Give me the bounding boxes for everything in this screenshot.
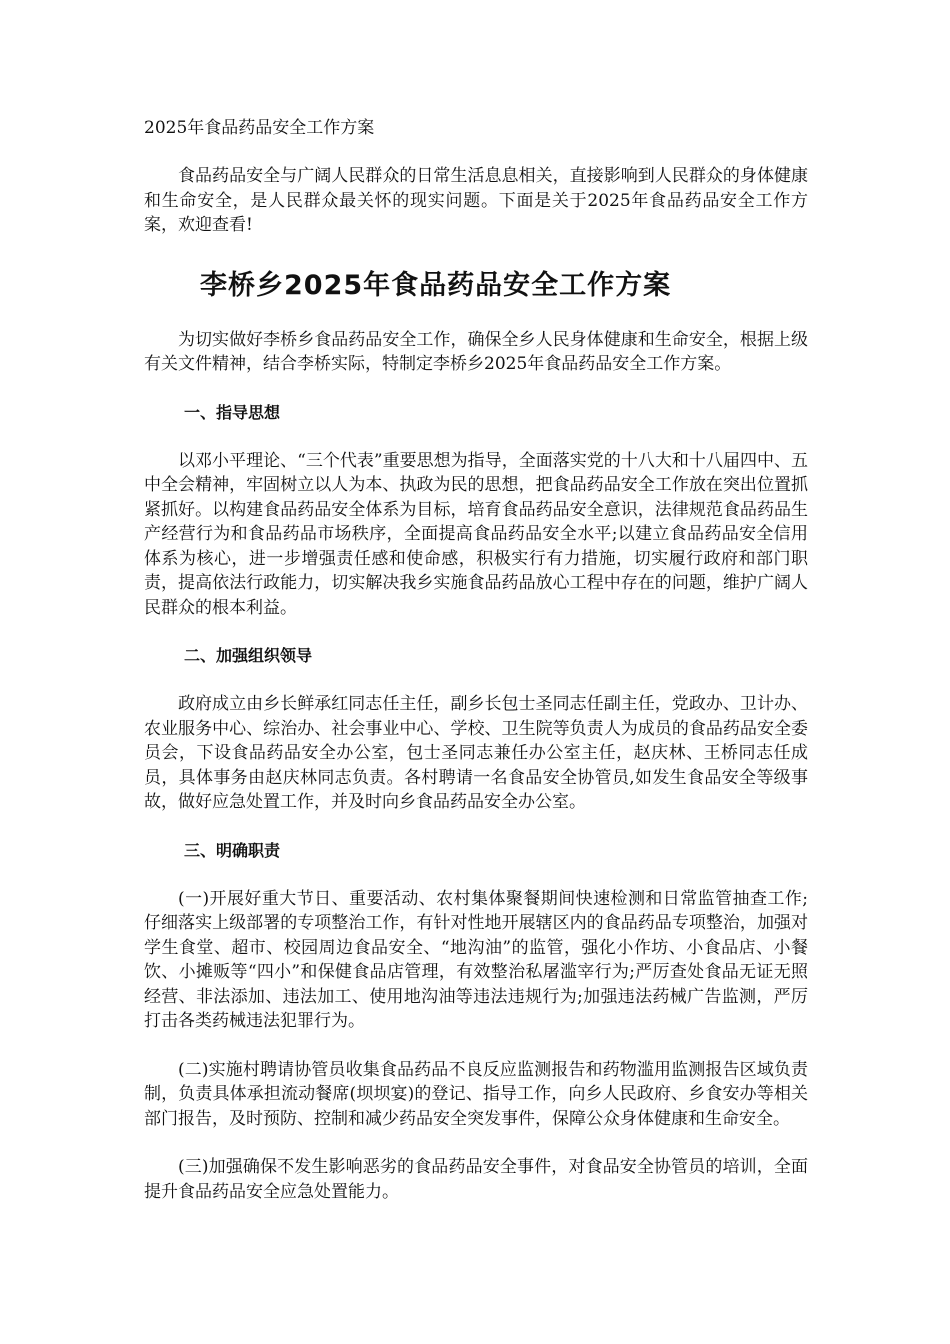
section-paragraph: 政府成立由乡长鲜承红同志任主任，副乡长包士圣同志任副主任，党政办、卫计办、农业服务中心、综治办、社会事业中心、学校、卫生院等负责人为成员的食品药品安全委员会，下设食品药品安全办公室，包士圣同志兼任办公室主任，赵庆林、王桥同志任成员，具体事务由赵庆林同志负责。各村聘请一名食品安全协管员,如发生食品安全等级事故，做好应急处置工作，并及时向乡食品药品安全办公室。	[144, 694, 808, 812]
section-heading-responsibilities: 三、明确职责	[184, 840, 281, 860]
section-heading-organization: 二、加强组织领导	[184, 646, 313, 665]
document-top-title: 2025年食品药品安全工作方案	[144, 118, 375, 138]
document-body	[144, 116, 808, 1204]
main-title: 李桥乡2025年食品药品安全工作方案	[200, 269, 672, 301]
preface-paragraph: 为切实做好李桥乡食品药品安全工作，确保全乡人民身体健康和生命安全，根据上级有关文件精神，结合李桥实际，特制定李桥乡2025年食品药品安全工作方案。	[144, 329, 808, 374]
section-paragraph: 以邓小平理论、“三个代表”重要思想为指导，全面落实党的十八大和十八届四中、五中全会精神，牢固树立以人为本、执政为民的思想，把食品药品安全工作放在突出位置抓紧抓好。以构建食品药品安全体系为目标，培育食品药品安全意识，法律规范食品药品生产经营行为和食品药品市场秩序，全面提高食品药品安全水平;以建立食品药品安全信用体系为核心，进一步增强责任感和使命感，积极实行有力措施，切实履行政府和部门职责，提高依法行政能力，切实解决我乡实施食品药品放心工程中存在的问题，维护广阔人民群众的根本利益。	[144, 450, 808, 618]
section-heading-guiding-ideology: 一、指导思想	[184, 402, 281, 422]
section-paragraph: (一)开展好重大节日、重要活动、农村集体聚餐期间快速检测和日常监管抽查工作;仔细落实上级部署的专项整治工作，有针对性地开展辖区内的食品药品专项整治，加强对学生食堂、超市、校园周边食品安全、“地沟油”的监管，强化小作坊、小食品店、小餐饮、小摊贩等“四小”和保健食品店管理，有效整治私屠滥宰行为;严厉查处食品无证无照经营、非法添加、违法加工、使用地沟油等违法违规行为;加强违法药械广告监测，严厉打击各类药械违法犯罪行为。	[144, 888, 808, 1031]
intro-paragraph: 食品药品安全与广阔人民群众的日常生活息息相关，直接影响到人民群众的身体健康和生命安全，是人民群众最关怀的现实问题。下面是关于2025年食品药品安全工作方案，欢迎查看!	[144, 166, 808, 235]
section-paragraph: (三)加强确保不发生影响恶劣的食品药品安全事件，对食品安全协管员的培训，全面提升食品药品安全应急处置能力。	[144, 1157, 808, 1202]
section-paragraph: (二)实施村聘请协管员收集食品药品不良反应监测报告和药物滥用监测报告区域负责制，负责具体承担流动餐席(坝坝宴)的登记、指导工作，向乡人民政府、乡食安办等相关部门报告，及时预防、控制和减少药品安全突发事件，保障公众身体健康和生命安全。	[144, 1059, 808, 1129]
